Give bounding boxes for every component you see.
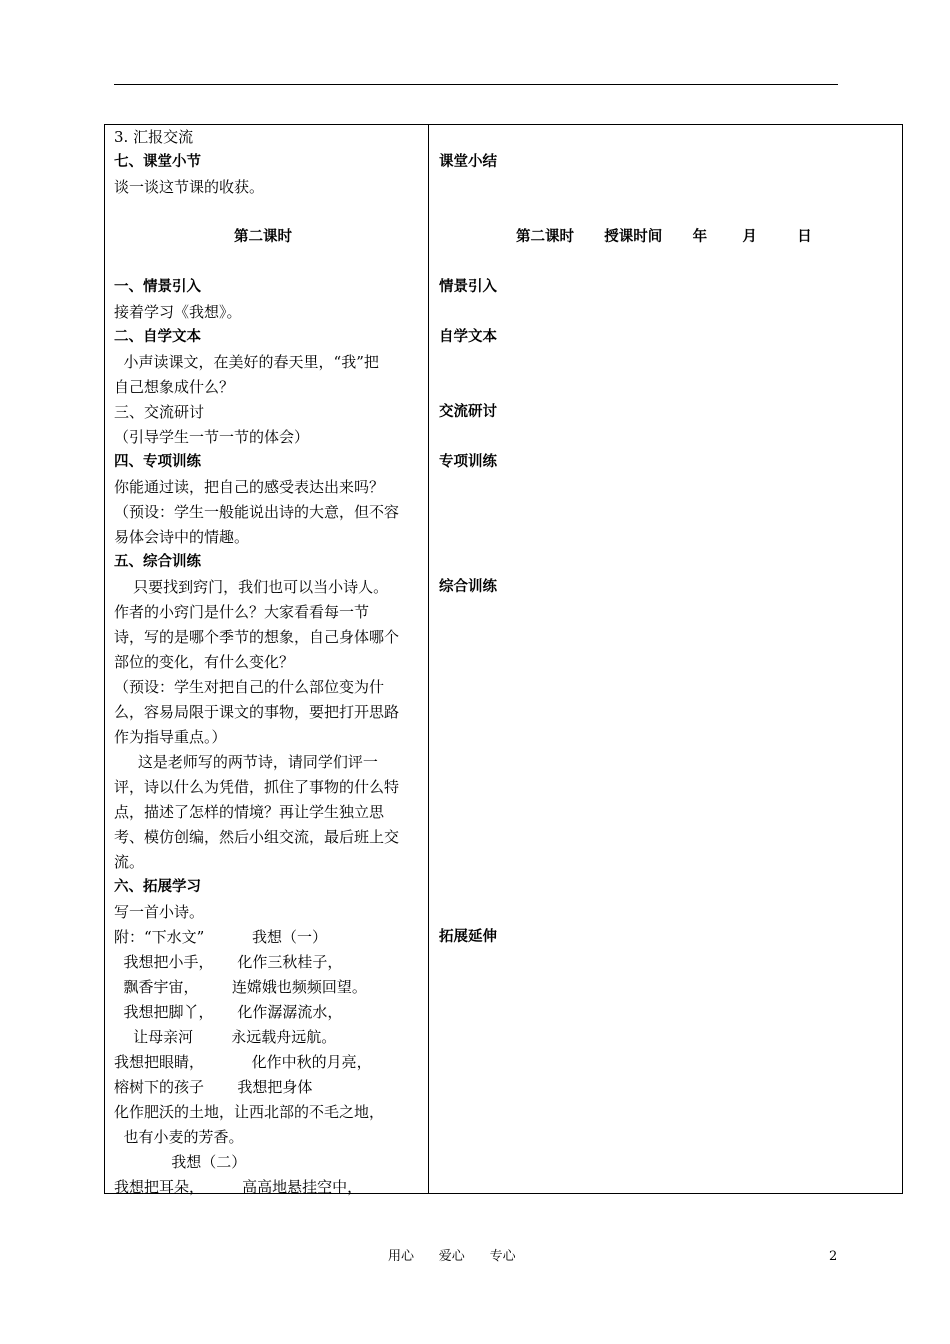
poem-line-3: 我想把脚丫， 化作潺潺流水， — [114, 1003, 343, 1021]
section-heading-comprehensive: 五、综合训练 — [114, 554, 201, 570]
right-label-self-study: 自学文本 — [439, 329, 497, 345]
poem-line-2: 飘香宇宙， 连嫦娥也频频回望。 — [114, 978, 367, 996]
page-number: 2 — [829, 1249, 838, 1264]
poem-line-7: 化作肥沃的土地，让西北部的不毛之地， — [114, 1103, 385, 1121]
right-label-special-training: 专项训练 — [439, 454, 497, 470]
step-report: 3. 汇报交流 — [114, 128, 194, 146]
extension-text: 写一首小诗。 — [114, 903, 205, 921]
right-label-summary: 课堂小结 — [439, 154, 497, 170]
comprehensive-text-4: 部位的变化，有什么变化？ — [114, 653, 295, 671]
comprehensive-text-10: 点，描述了怎样的情境？再让学生独立思 — [114, 803, 385, 821]
section-heading-intro: 一、情景引入 — [114, 279, 201, 295]
comprehensive-text-12: 流。 — [114, 853, 145, 871]
special-training-text-1: 你能通过读，把自己的感受表达出来吗？ — [114, 478, 385, 496]
section-heading-special-training: 四、专项训练 — [114, 454, 201, 470]
special-training-text-3: 易体会诗中的情趣。 — [114, 528, 250, 546]
poem-intro-line: 附：“下水文” 我想（一） — [114, 928, 328, 946]
right-label-comprehensive: 综合训练 — [439, 579, 497, 595]
poem-line-8: 也有小麦的芳香。 — [114, 1128, 244, 1146]
column-divider — [428, 124, 429, 1194]
comprehensive-text-5: （预设：学生对把自己的什么部位变为什 — [114, 678, 385, 696]
poem-line-6: 榕树下的孩子 我想把身体 — [114, 1078, 313, 1096]
special-training-text-2: （预设：学生一般能说出诗的大意，但不容 — [114, 503, 400, 521]
discussion-text: （引导学生一节一节的体会） — [114, 428, 310, 446]
section-heading-discussion: 三、交流研讨 — [114, 403, 205, 421]
comprehensive-text-8: 这是老师写的两节诗，请同学们评一 — [114, 753, 378, 771]
right-second-lesson-header: 第二课时 授课时间 年 月 日 — [516, 229, 812, 245]
summary-text: 谈一谈这节课的收获。 — [114, 178, 265, 196]
poem-2-title: 我想（二） — [114, 1153, 247, 1171]
intro-text: 接着学习《我想》。 — [114, 303, 242, 321]
right-label-extension: 拓展延伸 — [439, 929, 497, 945]
comprehensive-text-9: 评，诗以什么为凭借，抓住了事物的什么特 — [114, 778, 400, 796]
header-rule — [114, 84, 838, 85]
comprehensive-text-6: 么，容易局限于课文的事物，要把打开思路 — [114, 703, 400, 721]
section-heading-extension: 六、拓展学习 — [114, 879, 201, 895]
comprehensive-text-1: 只要找到窍门，我们也可以当小诗人。 — [114, 578, 389, 596]
right-label-intro: 情景引入 — [439, 279, 497, 295]
section-heading-summary: 七、课堂小节 — [114, 154, 201, 170]
second-lesson-title: 第二课时 — [234, 229, 292, 245]
right-label-discussion: 交流研讨 — [439, 404, 497, 420]
poem-line-1: 我想把小手， 化作三秋桂子， — [114, 953, 343, 971]
section-heading-self-study: 二、自学文本 — [114, 329, 201, 345]
poem-2-line-1: 我想把耳朵， 高高地悬挂空中， — [114, 1178, 363, 1196]
comprehensive-text-7: 作为指导重点。） — [114, 728, 227, 746]
poem-line-4: 让母亲河 永远载舟远航。 — [114, 1028, 337, 1046]
footer-motto: 用心 爱心 专心 — [388, 1249, 516, 1264]
comprehensive-text-3: 诗，写的是哪个季节的想象，自己身体哪个 — [114, 628, 400, 646]
self-study-text-1: 小声读课文，在美好的春天里，“我”把 — [114, 353, 379, 371]
poem-line-5: 我想把眼睛， 化作中秋的月亮， — [114, 1053, 372, 1071]
self-study-text-2: 自己想象成什么？ — [114, 378, 235, 396]
comprehensive-text-2: 作者的小窍门是什么？大家看看每一节 — [114, 603, 370, 621]
comprehensive-text-11: 考、模仿创编，然后小组交流，最后班上交 — [114, 828, 400, 846]
